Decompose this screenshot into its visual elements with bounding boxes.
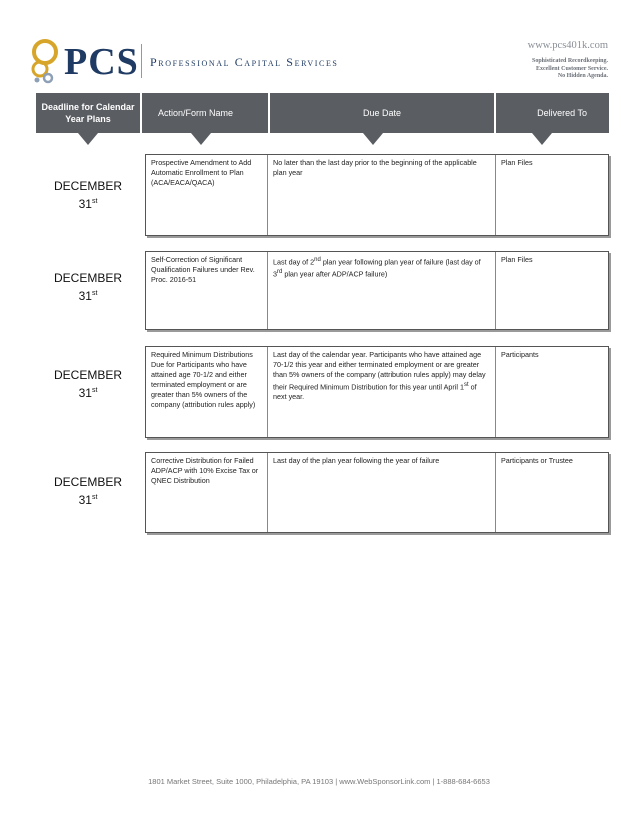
action-cell: Prospective Amendment to Add Automatic Enrollment to Plan (ACA/EACA/QACA)	[146, 155, 268, 235]
logo-mark-icon	[28, 38, 62, 84]
delivered-to-cell: Participants	[501, 350, 539, 359]
header-delivered	[496, 93, 609, 133]
header-arrow-icon	[532, 133, 552, 145]
delivered-to-cell: Plan Files	[501, 158, 533, 167]
deadline-month: DECEMBER	[53, 179, 122, 193]
deadline-day	[36, 286, 140, 304]
table-row	[145, 251, 609, 330]
deadline-month: DECEMBER	[53, 271, 122, 285]
tagline-line: Sophisticated Recordkeeping.	[531, 58, 608, 64]
deadline-day	[36, 490, 140, 508]
delivered-to-cell: Plan Files	[501, 255, 533, 264]
row-deadline	[36, 178, 140, 212]
header-delivered-label: Delivered To	[537, 108, 587, 118]
due-date-cell: No later than the last day prior to the beginning of the applicable plan year	[268, 155, 496, 235]
tagline	[532, 58, 608, 81]
header-deadline	[36, 93, 140, 133]
header-due-label: Due Date	[362, 108, 402, 118]
table-row	[145, 346, 609, 438]
deadline-month: DECEMBER	[53, 368, 122, 382]
action-cell: Required Minimum Distributions Due for Participants who have attained age 70-1/2 and either terminated employment or are greater than 5% owners of the company (attribution rules apply)	[146, 347, 268, 437]
due-date-cell: Last day of 2nd plan year following plan year of failure (last day of 3rd plan year after ADP/ACP failure)	[268, 252, 496, 329]
row-deadline	[36, 367, 140, 401]
deadline-day-number: 31	[78, 386, 92, 400]
action-cell: Corrective Distribution for Failed ADP/ACP with 10% Excise Tax or QNEC Distribution	[146, 453, 268, 532]
action-cell: Self-Correction of Significant Qualification Failures under Rev. Proc. 2016-51	[146, 252, 268, 329]
delivered-to-cell: Participants or Trustee	[501, 456, 573, 465]
row-deadline	[36, 474, 140, 508]
deadline-day	[36, 194, 140, 212]
website-url[interactable]: www.pcs401k.com	[527, 40, 608, 51]
header-arrow-icon	[191, 133, 211, 145]
logo-divider	[141, 44, 142, 78]
header-deadline-label: Deadline for Calendar Year Plans	[41, 102, 135, 124]
page-footer: 1801 Market Street, Suite 1000, Philadelphia, PA 19103 | www.WebSponsorLink.com | 1-888-684-6653	[148, 777, 490, 786]
deadline-day-suffix: st	[91, 198, 98, 205]
pcs-logo	[28, 38, 140, 84]
deadline-day-suffix: st	[91, 290, 98, 297]
deadline-day-suffix: st	[91, 387, 98, 394]
deadline-day	[36, 383, 140, 401]
deadline-month: DECEMBER	[53, 475, 122, 489]
company-name: Professional Capital Services	[150, 55, 339, 69]
header-arrow-icon	[363, 133, 383, 145]
header-action	[142, 93, 268, 133]
logo-wordmark: PCS	[64, 41, 139, 83]
page-header	[0, 0, 638, 92]
table-row	[145, 452, 609, 533]
deadline-day-number: 31	[78, 289, 92, 303]
table-row	[145, 154, 609, 236]
tagline-line: Excellent Customer Service.	[535, 65, 608, 72]
deadline-day-number: 31	[78, 493, 92, 507]
deadline-day-number: 31	[78, 197, 92, 211]
table-header	[36, 93, 609, 133]
due-date-cell: Last day of the plan year following the year of failure	[268, 453, 496, 532]
row-deadline	[36, 270, 140, 304]
header-action-label: Action/Form Name	[158, 108, 234, 118]
tagline-line: No Hidden Agenda.	[557, 73, 608, 79]
header-arrow-icon	[78, 133, 98, 145]
due-date-cell: Last day of the calendar year. Participants who have attained age 70-1/2 this year and either terminated employment or are greater than 5% owners of the company (attribution rules apply) may delay their Required Minimum Distribution for this year until April 1st of next year.	[268, 347, 496, 437]
deadline-day-suffix: st	[91, 494, 98, 501]
header-due-date	[270, 93, 494, 133]
